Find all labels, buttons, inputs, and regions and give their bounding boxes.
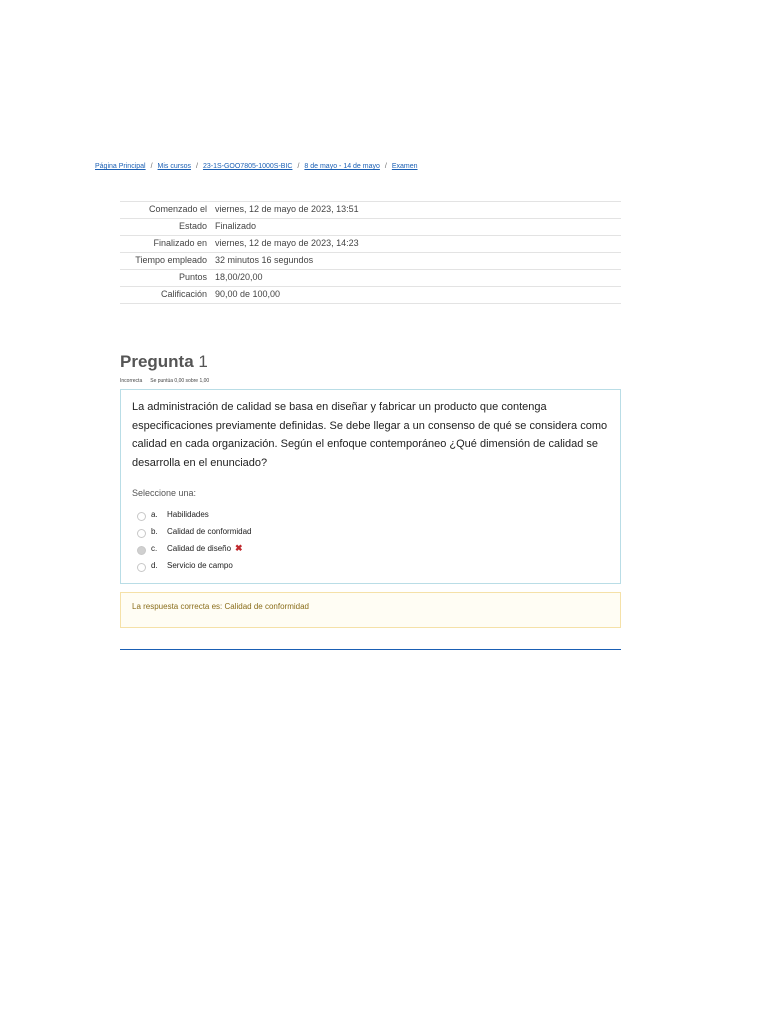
- breadcrumb-separator: /: [150, 163, 153, 170]
- answer-options: [137, 506, 252, 574]
- radio-button[interactable]: [137, 529, 146, 538]
- answer-option-d[interactable]: [137, 557, 252, 574]
- summary-value: viernes, 12 de mayo de 2023, 13:51: [215, 204, 359, 214]
- summary-row-grade: [120, 287, 621, 304]
- radio-button[interactable]: [137, 563, 146, 572]
- answer-letter: b.: [151, 527, 158, 536]
- summary-label: Calificación: [160, 289, 207, 299]
- summary-row-state: [120, 219, 621, 236]
- summary-label: Estado: [178, 221, 207, 231]
- breadcrumb-course[interactable]: 23-1S-GOO7805-1000S-BIC: [202, 163, 293, 170]
- question-info: [120, 378, 209, 384]
- divider: [120, 649, 621, 650]
- answer-option-c[interactable]: [137, 540, 252, 557]
- summary-value: Finalizado: [215, 221, 257, 231]
- summary-label: Comenzado el: [148, 204, 207, 214]
- answer-label: Servicio de campo: [167, 561, 233, 570]
- breadcrumb-my-courses[interactable]: Mis cursos: [157, 163, 191, 170]
- breadcrumb-exam[interactable]: Examen: [391, 163, 418, 170]
- summary-label: Finalizado en: [153, 238, 207, 248]
- summary-value: viernes, 12 de mayo de 2023, 14:23: [215, 238, 359, 248]
- breadcrumb-separator: /: [384, 163, 387, 170]
- attempt-summary-table: [120, 201, 621, 304]
- radio-button[interactable]: [137, 512, 146, 521]
- breadcrumb-home[interactable]: Página Principal: [95, 163, 146, 170]
- breadcrumb-separator: /: [297, 163, 300, 170]
- question-prompt: Seleccione una:: [132, 488, 197, 498]
- answer-option-a[interactable]: [137, 506, 252, 523]
- question-score: Se puntúa 0,00 sobre 1,00: [150, 378, 210, 384]
- correct-answer-feedback: [120, 592, 621, 628]
- summary-row-points: [120, 270, 621, 287]
- breadcrumb-week[interactable]: 8 de mayo - 14 de mayo: [304, 163, 380, 170]
- answer-label: Calidad de conformidad: [167, 527, 252, 536]
- question-text: La administración de calidad se basa en diseñar y fabricar un producto que contenga especificaciones previamente definidas. Se debe llegar a un consenso de qué se considera como calidad en cada organización. Según el enfoque contemporáneo ¿Qué dimensión de calidad se desarrolla en el enunciado?: [132, 401, 608, 469]
- summary-value: 90,00 de 100,00: [215, 289, 281, 299]
- answer-letter: c.: [151, 544, 158, 553]
- question-number: 1: [198, 352, 208, 371]
- answer-label: Habilidades: [167, 510, 209, 519]
- radio-button-selected[interactable]: [137, 546, 146, 555]
- answer-letter: a.: [151, 510, 158, 519]
- summary-row-finished: [120, 236, 621, 253]
- summary-value: 18,00/20,00: [215, 272, 263, 282]
- summary-row-time-taken: [120, 253, 621, 270]
- breadcrumb: [95, 163, 418, 170]
- answer-label: Calidad de diseño: [167, 544, 232, 553]
- breadcrumb-separator: /: [196, 163, 198, 170]
- question-title: [120, 352, 208, 372]
- incorrect-icon: ✖: [235, 543, 243, 553]
- question-box: [120, 389, 621, 584]
- question-title-label: Pregunta: [120, 352, 194, 371]
- summary-value: 32 minutos 16 segundos: [215, 255, 314, 265]
- summary-label: Tiempo empleado: [135, 255, 207, 265]
- summary-row-started: [120, 202, 621, 219]
- answer-letter: d.: [151, 561, 158, 570]
- summary-label: Puntos: [178, 272, 207, 282]
- question-status: Incorrecta: [120, 378, 143, 384]
- feedback-text: La respuesta correcta es: Calidad de conformidad: [132, 602, 309, 611]
- answer-option-b[interactable]: [137, 523, 252, 540]
